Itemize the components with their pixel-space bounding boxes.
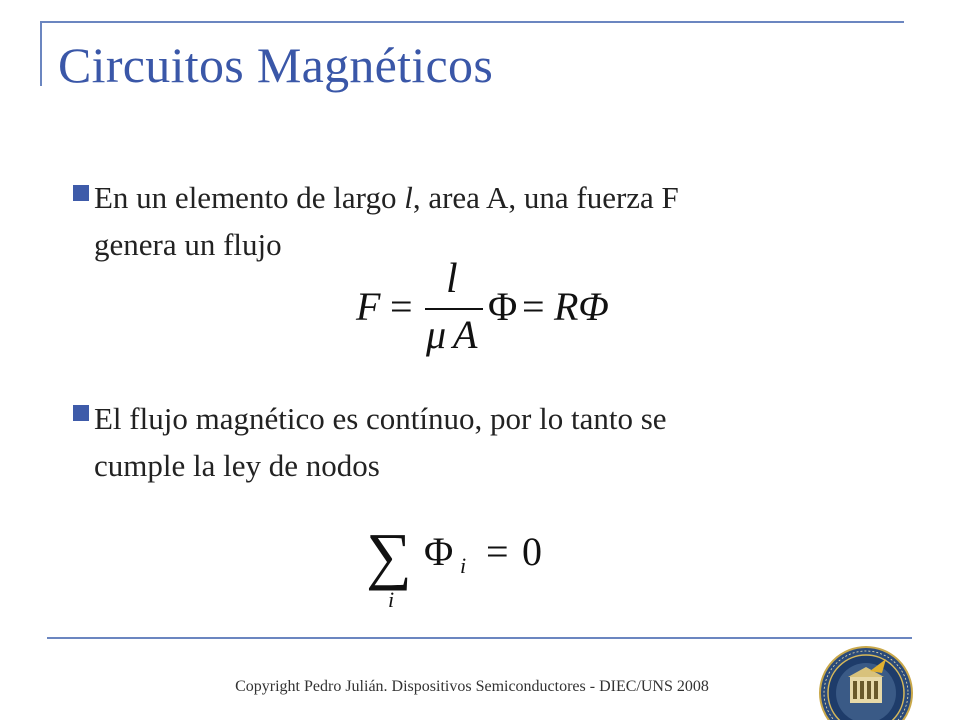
eq1-fraction-bar: [425, 308, 483, 310]
university-seal-logo: [812, 645, 916, 720]
eq1-phi: Φ: [488, 284, 518, 329]
bullet-marker-2: [73, 405, 89, 421]
node-law-equation: [360, 505, 560, 615]
title-frame-left-rule: [40, 21, 42, 86]
bullet-2-line-1: El flujo magnético es contínuo, por lo tanto se: [94, 401, 667, 436]
footer-rule: [47, 637, 912, 639]
eq2-sigma: ∑: [366, 520, 412, 591]
eq1-denominator-mu: μ: [426, 312, 447, 357]
eq1-equals-2: =: [522, 284, 545, 329]
bullet-1-line-2: genera un flujo: [94, 227, 282, 262]
eq2-equals: =: [486, 529, 509, 574]
bullet-1-line-1: [94, 175, 679, 220]
title-frame-top-rule: [40, 21, 904, 23]
eq1-denominator-a: A: [453, 312, 478, 357]
bullet-marker-1: [73, 185, 89, 201]
slide-title: Circuitos Magnéticos: [58, 37, 494, 93]
eq2-phi: Φ: [424, 529, 454, 574]
eq2-subscript: i: [460, 553, 467, 578]
eq1-numerator: l: [446, 256, 458, 302]
bullet-1-text-a: En un elemento de largo: [94, 180, 405, 215]
eq1-lhs: F: [356, 284, 381, 329]
eq1-rhs: RΦ: [554, 284, 609, 329]
eq2-sum-index: i: [388, 587, 395, 612]
bullet-1-text-b: , area A, una fuerza F: [412, 180, 679, 215]
reluctance-equation: [350, 252, 620, 362]
footer-copyright: Copyright Pedro Julián. Dispositivos Semiconductores - DIEC/UNS 2008: [235, 678, 709, 695]
eq2-zero: 0: [522, 529, 542, 574]
bullet-1-variable: l: [404, 180, 413, 215]
bullet-2-line-2: cumple la ley de nodos: [94, 448, 380, 483]
eq1-equals: =: [390, 284, 413, 329]
